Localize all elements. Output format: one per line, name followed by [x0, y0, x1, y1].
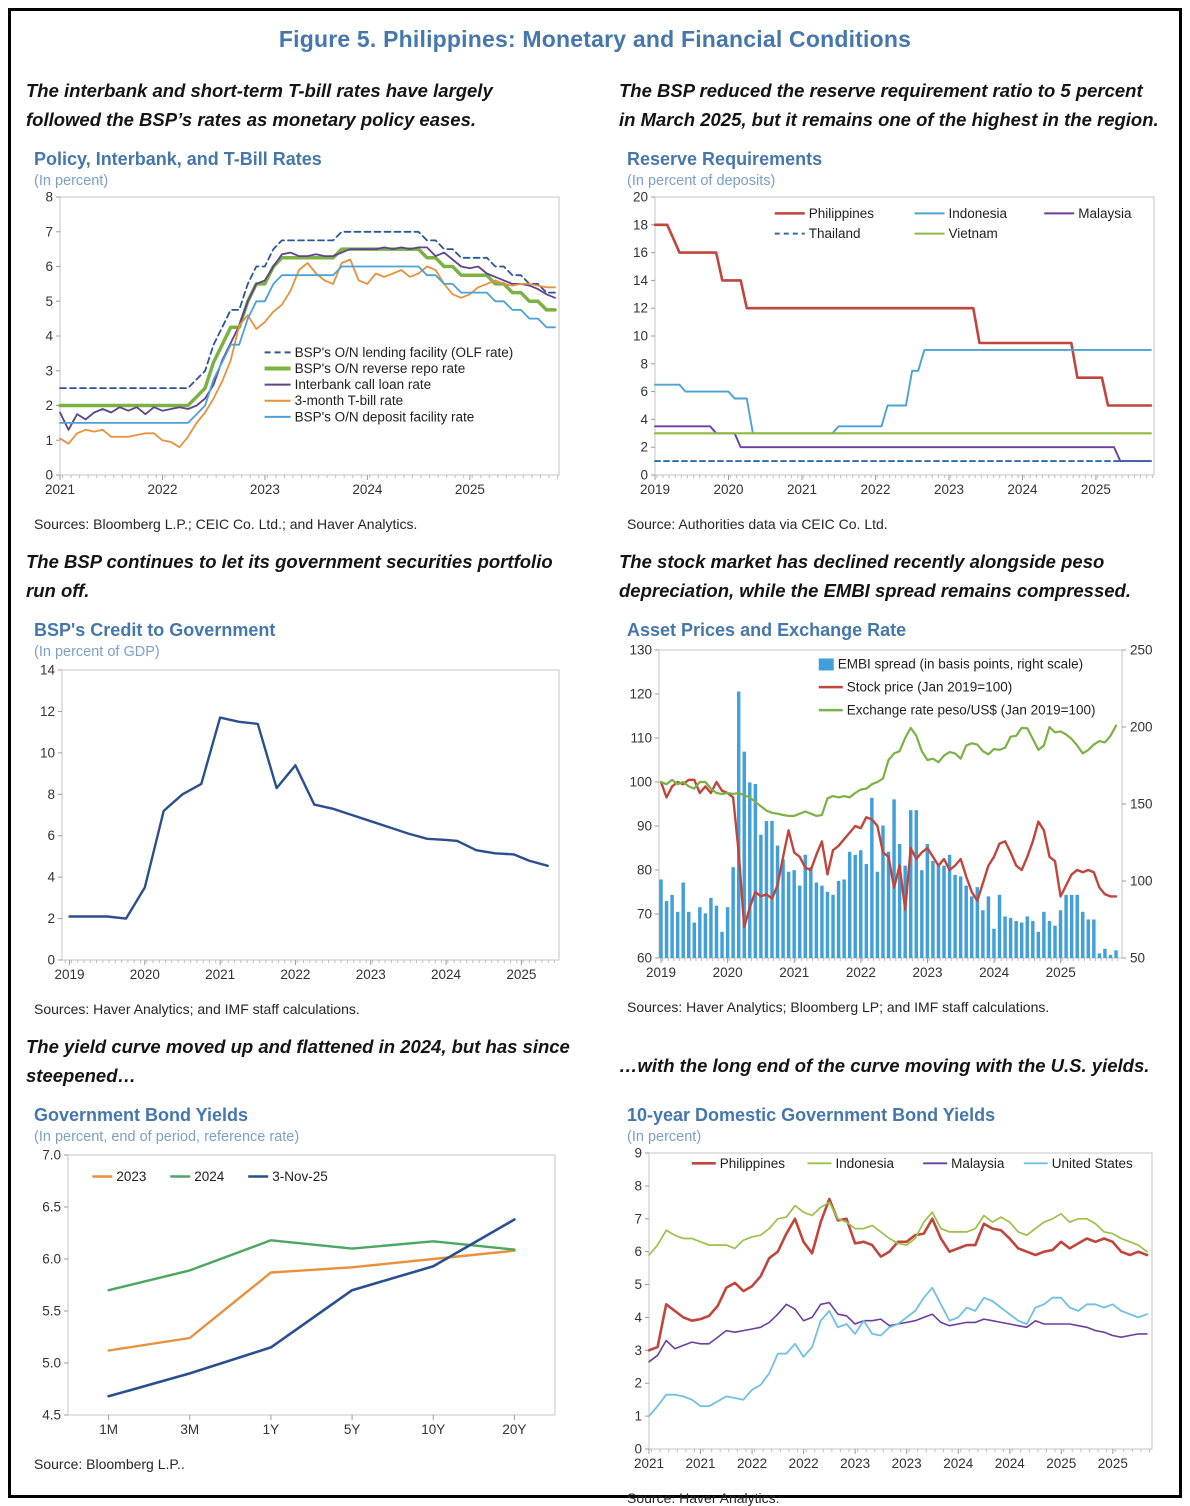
series-philippines	[655, 225, 1151, 406]
y-tick-label: 8	[634, 1178, 642, 1194]
y-tick-label: 9	[634, 1147, 642, 1161]
y-tick-label: 60	[636, 950, 652, 966]
reserve-requirements-chart	[619, 191, 1164, 513]
bar	[754, 784, 757, 958]
x-tick-label: 2022	[280, 967, 311, 982]
panel-ten-year-yields	[619, 1033, 1164, 1506]
x-tick-label: 2022	[860, 482, 891, 497]
bar	[1109, 955, 1112, 958]
bar	[915, 810, 918, 958]
y-tick-label: 6	[47, 828, 55, 844]
bar	[809, 867, 812, 958]
bar	[726, 907, 729, 958]
source-note: Sources: Bloomberg L.P.; CEIC Co. Ltd.; and Haver Analytics.	[34, 516, 418, 532]
x-tick-label: 2022	[845, 965, 876, 980]
bar	[765, 821, 768, 958]
y-tick-label: 0	[47, 952, 55, 968]
bar	[704, 913, 707, 958]
bar	[787, 872, 790, 958]
series-bsp-credit-to-government	[70, 718, 548, 919]
y-tick-label: 7	[45, 224, 53, 240]
legend-label: Vietnam	[948, 226, 998, 242]
plot-frame	[62, 670, 559, 960]
bar	[665, 901, 668, 958]
bar	[1037, 932, 1040, 958]
y-tick-label: 14	[39, 662, 55, 678]
y-tick-label: 1	[634, 1408, 642, 1424]
bar	[715, 906, 718, 958]
bond-yield-curve-chart	[26, 1147, 571, 1453]
legend-item	[819, 680, 1012, 695]
x-tick-label: 2023	[249, 482, 280, 497]
y-tick-label: 110	[630, 730, 652, 746]
right-y-tick-label: 200	[1130, 719, 1153, 735]
bar	[953, 875, 956, 958]
bar	[837, 881, 840, 958]
bar	[1103, 949, 1106, 958]
y-tick-label: 6	[640, 384, 648, 400]
legend-label: 2023	[116, 1169, 147, 1184]
legend-label: Thailand	[808, 226, 861, 242]
x-tick-label: 2023	[840, 1456, 871, 1471]
panel-blurb: The interbank and short-term T-bill rates have largely followed the BSP’s rates as monetary policy eases.	[26, 80, 493, 130]
y-tick-label: 3	[634, 1342, 642, 1358]
y-tick-label: 10	[39, 745, 55, 761]
y-tick-label: 4	[640, 411, 648, 427]
y-tick-label: 5	[634, 1277, 642, 1293]
legend-label: BSP's O/N lending facility (OLF rate)	[294, 344, 514, 360]
bar	[1087, 920, 1090, 959]
y-tick-label: 120	[629, 686, 652, 702]
y-tick-label: 70	[636, 906, 652, 922]
bar	[970, 896, 973, 958]
chart-subtitle: (In percent)	[34, 173, 109, 189]
legend-item	[1024, 1156, 1133, 1171]
legend-item	[92, 1169, 146, 1184]
legend-item	[265, 345, 514, 360]
y-tick-label: 90	[636, 818, 652, 834]
bar	[748, 782, 751, 958]
chart-heading: Asset Prices and Exchange Rate	[627, 620, 907, 640]
bar	[1070, 895, 1073, 958]
plot-frame	[60, 197, 559, 475]
chart-subtitle: (In percent, end of period, reference rate)	[34, 1129, 300, 1145]
y-tick-label: 10	[632, 328, 648, 344]
x-tick-label: 2025	[1045, 965, 1076, 980]
bar	[1042, 912, 1045, 958]
bar	[931, 861, 934, 958]
y-tick-label: 4	[45, 328, 53, 344]
x-tick-label: 3M	[180, 1422, 200, 1437]
right-y-tick-label: 150	[1130, 796, 1153, 812]
y-tick-label: 6	[45, 259, 53, 274]
y-tick-label: 130	[629, 644, 652, 658]
x-tick-label: 2024	[979, 965, 1010, 980]
bar	[670, 895, 673, 958]
y-tick-label: 80	[636, 862, 652, 878]
bar	[681, 883, 684, 958]
ten-year-yields-chart	[619, 1147, 1164, 1487]
x-tick-label: 2019	[639, 482, 671, 497]
bar	[804, 855, 807, 958]
bar	[1059, 910, 1062, 958]
bar	[854, 855, 857, 958]
y-tick-label: 1	[45, 432, 53, 448]
y-tick-label: 16	[632, 245, 648, 261]
legend-item	[775, 226, 861, 241]
x-tick-label: 2024	[994, 1456, 1025, 1471]
panel-blurb: The BSP continues to let its government securities portfolio run off.	[26, 551, 553, 601]
legend-item	[265, 377, 432, 392]
y-tick-label: 7	[634, 1211, 642, 1227]
series-malaysia	[649, 1303, 1147, 1362]
legend-label: BSP's O/N deposit facility rate	[294, 409, 475, 425]
x-tick-label: 2023	[355, 967, 386, 982]
series-indonesia	[655, 350, 1151, 433]
chart-heading: Policy, Interbank, and T-Bill Rates	[34, 149, 322, 169]
legend-label: Malaysia	[951, 1155, 1005, 1171]
y-tick-label: 0	[640, 467, 648, 483]
chart-heading: Reserve Requirements	[627, 149, 823, 169]
bar	[848, 852, 851, 958]
chart-subtitle: (In percent of deposits)	[627, 173, 776, 189]
bar	[831, 895, 834, 958]
x-tick-label: 2023	[912, 965, 943, 980]
legend-item	[923, 1156, 1005, 1171]
bar	[776, 846, 779, 958]
plot-frame	[649, 1153, 1152, 1449]
y-tick-label: 7.0	[42, 1147, 61, 1163]
policy-rates-chart	[26, 191, 571, 513]
right-y-tick-label: 50	[1130, 950, 1146, 966]
y-tick-label: 0	[45, 467, 53, 483]
series-united-states	[649, 1288, 1147, 1416]
legend-label: Philippines	[808, 205, 875, 221]
panel-policy-rates	[26, 77, 571, 532]
plot-area	[634, 1147, 1152, 1471]
y-tick-label: 14	[632, 272, 648, 288]
x-tick-label: 2019	[54, 967, 85, 982]
panel-grid	[26, 77, 1164, 1506]
y-tick-label: 6	[634, 1244, 642, 1260]
x-tick-label: 2019	[645, 965, 677, 980]
x-tick-label: 2025	[1080, 482, 1111, 497]
series-2023	[109, 1251, 515, 1351]
bar	[865, 864, 868, 958]
y-tick-label: 5.5	[42, 1303, 61, 1319]
y-tick-label: 4.5	[42, 1407, 61, 1423]
bar	[1098, 953, 1101, 958]
bar	[1081, 912, 1084, 958]
source-note: Source: Bloomberg L.P..	[34, 1456, 185, 1472]
y-tick-label: 8	[640, 356, 648, 372]
bar	[820, 886, 823, 958]
bar	[1020, 923, 1023, 958]
bar	[987, 896, 990, 958]
plot-area	[40, 663, 559, 983]
x-tick-label: 1Y	[262, 1422, 280, 1437]
legend	[92, 1169, 327, 1184]
bar	[1075, 895, 1078, 958]
x-tick-label: 2021	[205, 967, 236, 982]
bar	[781, 859, 784, 958]
plot-frame	[68, 1155, 555, 1415]
bar	[898, 844, 901, 958]
series-3-nov-25	[109, 1220, 515, 1397]
x-tick-label: 2024	[1007, 482, 1038, 497]
y-tick-label: 20	[632, 191, 648, 205]
source-note: Sources: Haver Analytics; Bloomberg LP; and IMF staff calculations.	[627, 999, 1050, 1015]
legend	[692, 1156, 1133, 1171]
bar	[1026, 916, 1029, 958]
chart-heading: 10-year Domestic Government Bond Yields	[627, 1105, 996, 1125]
y-tick-label: 2	[47, 911, 55, 927]
x-tick-label: 2020	[712, 965, 743, 980]
bar	[687, 912, 690, 958]
y-tick-label: 4	[634, 1309, 642, 1325]
y-tick-label: 2	[640, 439, 648, 455]
x-tick-label: 2021	[786, 482, 818, 497]
x-tick-label: 2021	[633, 1456, 665, 1471]
x-tick-label: 2023	[933, 482, 964, 497]
legend-label: Indonesia	[835, 1155, 895, 1171]
bar	[1048, 921, 1051, 958]
y-tick-label: 2	[45, 398, 53, 413]
bar	[770, 821, 773, 958]
legend-item	[248, 1169, 328, 1184]
x-tick-label: 2020	[713, 482, 744, 497]
panel-asset-prices	[619, 548, 1164, 1017]
bar	[1064, 895, 1067, 958]
legend-item	[819, 656, 1083, 671]
x-tick-label: 2025	[506, 967, 537, 982]
x-tick-label: 2020	[129, 967, 160, 982]
bar	[876, 872, 879, 958]
y-tick-label: 5	[45, 293, 53, 309]
y-tick-label: 8	[45, 191, 53, 205]
legend-item	[819, 703, 1096, 718]
bar	[964, 886, 967, 958]
legend-label: Malaysia	[1078, 205, 1132, 221]
legend-bar-swatch	[819, 658, 834, 670]
bar	[1014, 921, 1017, 958]
x-tick-label: 2025	[1097, 1456, 1128, 1471]
bar	[792, 870, 795, 958]
bar	[698, 907, 701, 958]
panel-reserve-requirements	[619, 77, 1164, 532]
y-tick-label: 12	[39, 703, 55, 719]
bar	[981, 910, 984, 958]
legend-item	[914, 206, 1007, 221]
panel-blurb: The stock market has declined recently alongside peso depreciation, while the EMBI spread remains compressed.	[619, 551, 1131, 601]
bar	[720, 932, 723, 958]
legend-item	[265, 393, 404, 408]
x-tick-label: 2022	[147, 482, 178, 497]
bar	[659, 879, 662, 958]
bsp-credit-chart	[26, 662, 571, 998]
legend-item	[692, 1156, 786, 1171]
bar	[937, 864, 940, 958]
legend-item	[914, 226, 997, 241]
bar	[1114, 950, 1117, 958]
y-tick-label: 8	[47, 786, 55, 802]
x-tick-label: 2021	[44, 482, 76, 497]
legend-item	[170, 1169, 225, 1184]
x-tick-label: 2021	[779, 965, 810, 980]
legend-item	[1044, 206, 1132, 221]
series-malaysia	[655, 426, 1151, 461]
x-tick-label: 2025	[454, 482, 485, 497]
legend	[819, 656, 1096, 717]
y-tick-label: 6.0	[42, 1251, 61, 1267]
bar	[992, 929, 995, 958]
source-note: Source: Authorities data via CEIC Co. Ltd.	[627, 516, 888, 532]
x-tick-label: 2024	[352, 482, 383, 497]
bar	[826, 892, 829, 958]
x-tick-label: 20Y	[502, 1422, 527, 1437]
chart-subtitle: (In percent of GDP)	[34, 644, 160, 660]
panel-blurb: The BSP reduced the reserve requirement ratio to 5 percent in March 2025, but it remains one of the highest in the region.	[619, 80, 1159, 130]
panel-blurb: The yield curve moved up and flattened in 2024, but has since steepened…	[26, 1036, 570, 1086]
bar	[998, 895, 1001, 958]
x-tick-label: 2024	[431, 967, 462, 982]
bar	[798, 886, 801, 958]
bar	[693, 923, 696, 958]
x-tick-label: 2024	[943, 1456, 974, 1471]
y-tick-label: 3	[45, 363, 53, 379]
bar	[859, 850, 862, 958]
x-tick-label: 2022	[788, 1456, 819, 1471]
panel-bsp-credit	[26, 548, 571, 1017]
y-tick-label: 100	[629, 774, 652, 790]
x-tick-label: 2021	[685, 1456, 716, 1471]
bar	[1092, 920, 1095, 959]
panel-bond-yield-curve	[26, 1033, 571, 1506]
x-tick-label: 2022	[737, 1456, 768, 1471]
chart-heading: BSP's Credit to Government	[34, 620, 276, 640]
y-tick-label: 5.0	[42, 1355, 61, 1371]
bar	[842, 879, 845, 958]
bar	[709, 898, 712, 958]
legend-item	[807, 1156, 894, 1171]
legend-label: Philippines	[719, 1155, 786, 1171]
plot-area	[42, 1148, 555, 1438]
legend-item	[265, 409, 475, 424]
legend-label: United States	[1051, 1155, 1133, 1171]
source-note: Sources: Haver Analytics; and IMF staff calculations.	[34, 1001, 360, 1017]
y-tick-label: 4	[47, 869, 55, 885]
x-tick-label: 5Y	[343, 1422, 361, 1437]
x-tick-label: 2025	[1046, 1456, 1077, 1471]
x-tick-label: 1M	[99, 1422, 118, 1437]
legend-label: Stock price (Jan 2019=100)	[846, 679, 1013, 695]
x-tick-label: 10Y	[421, 1422, 446, 1437]
legend-label: 2024	[194, 1169, 225, 1184]
plot-area	[633, 191, 1154, 497]
chart-subtitle: (In percent)	[627, 1129, 702, 1145]
bar	[1053, 926, 1056, 958]
bar	[920, 870, 923, 958]
legend-label: 3-month T-bill rate	[294, 393, 404, 409]
x-tick-label: 2023	[891, 1456, 922, 1471]
source-note: Source: Haver Analytics.	[627, 1490, 780, 1506]
legend	[775, 206, 1132, 241]
right-y-tick-label: 100	[1130, 873, 1153, 889]
y-tick-label: 2	[634, 1375, 642, 1391]
asset-prices-chart	[619, 644, 1164, 996]
legend-label: EMBI spread (in basis points, right scale)	[837, 656, 1084, 672]
series-2024	[109, 1240, 515, 1290]
y-tick-label: 12	[632, 300, 648, 316]
series-exchange-rate-peso-us-jan-2019-100-	[661, 726, 1116, 816]
y-tick-label: 0	[634, 1441, 642, 1457]
legend-label: Exchange rate peso/US$ (Jan 2019=100)	[846, 702, 1096, 718]
bar	[959, 876, 962, 958]
bar	[731, 867, 734, 958]
legend-item	[265, 361, 466, 376]
legend-label: Interbank call loan rate	[294, 377, 432, 393]
y-tick-label: 18	[632, 217, 648, 233]
bar	[1031, 921, 1034, 958]
figure-content	[26, 16, 1164, 1506]
bar	[909, 810, 912, 958]
legend	[265, 345, 514, 424]
bar	[942, 866, 945, 958]
figure-title: Figure 5. Philippines: Monetary and Financial Conditions	[278, 26, 912, 52]
legend-label: 3-Nov-25	[272, 1169, 328, 1184]
right-y-tick-label: 250	[1130, 644, 1153, 658]
legend-item	[775, 206, 875, 221]
bar	[903, 866, 906, 958]
bar	[1003, 916, 1006, 958]
legend-label: Indonesia	[948, 205, 1008, 221]
legend-label: BSP's O/N reverse repo rate	[294, 360, 466, 376]
bar	[815, 883, 818, 958]
bar	[676, 912, 679, 958]
bar	[737, 692, 740, 958]
chart-heading: Government Bond Yields	[34, 1105, 249, 1125]
bar	[926, 844, 929, 958]
panel-blurb: …with the long end of the curve moving with the U.S. yields.	[619, 1054, 1150, 1076]
y-tick-label: 6.5	[42, 1199, 61, 1215]
bar	[1009, 918, 1012, 958]
